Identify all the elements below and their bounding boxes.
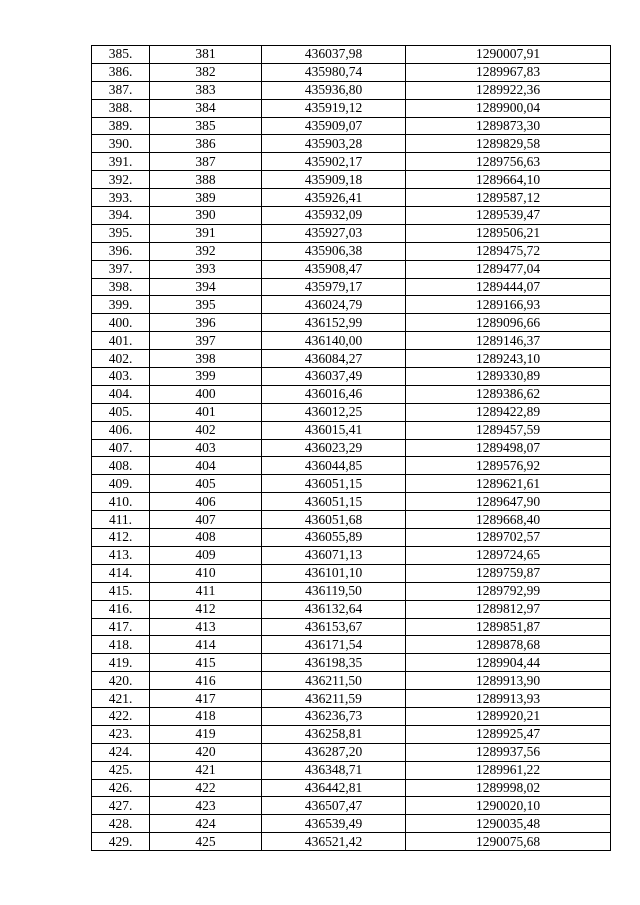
point-number-cell: 421 — [150, 761, 262, 779]
point-number-cell: 417 — [150, 690, 262, 708]
x-coordinate-cell: 435903,28 — [262, 135, 406, 153]
point-number-cell: 394 — [150, 278, 262, 296]
y-coordinate-cell: 1289506,21 — [406, 224, 611, 242]
row-number-cell: 385. — [92, 46, 150, 64]
table-row — [92, 403, 611, 421]
table-row — [92, 189, 611, 207]
point-number-cell: 384 — [150, 99, 262, 117]
table-row — [92, 546, 611, 564]
point-number-cell: 416 — [150, 672, 262, 690]
x-coordinate-cell: 435926,41 — [262, 189, 406, 207]
table-row — [92, 153, 611, 171]
x-coordinate-cell: 435909,07 — [262, 117, 406, 135]
point-number-cell: 415 — [150, 654, 262, 672]
y-coordinate-cell: 1289539,47 — [406, 207, 611, 225]
y-coordinate-cell: 1289386,62 — [406, 385, 611, 403]
point-number-cell: 382 — [150, 63, 262, 81]
row-number-cell: 406. — [92, 421, 150, 439]
y-coordinate-cell: 1290035,48 — [406, 815, 611, 833]
table-row — [92, 600, 611, 618]
x-coordinate-cell: 436521,42 — [262, 833, 406, 851]
y-coordinate-cell: 1289937,56 — [406, 743, 611, 761]
table-row — [92, 385, 611, 403]
table-row — [92, 439, 611, 457]
x-coordinate-cell: 436024,79 — [262, 296, 406, 314]
y-coordinate-cell: 1289096,66 — [406, 314, 611, 332]
row-number-cell: 394. — [92, 207, 150, 225]
point-number-cell: 398 — [150, 350, 262, 368]
y-coordinate-cell: 1289587,12 — [406, 189, 611, 207]
coordinates-table — [91, 45, 611, 851]
row-number-cell: 418. — [92, 636, 150, 654]
row-number-cell: 417. — [92, 618, 150, 636]
coordinates-table-body — [92, 46, 611, 851]
y-coordinate-cell: 1289812,97 — [406, 600, 611, 618]
table-row — [92, 761, 611, 779]
x-coordinate-cell: 435932,09 — [262, 207, 406, 225]
table-row — [92, 421, 611, 439]
table-row — [92, 171, 611, 189]
table-row — [92, 833, 611, 851]
x-coordinate-cell: 436211,59 — [262, 690, 406, 708]
x-coordinate-cell: 436140,00 — [262, 332, 406, 350]
x-coordinate-cell: 436152,99 — [262, 314, 406, 332]
x-coordinate-cell: 436037,98 — [262, 46, 406, 64]
row-number-cell: 429. — [92, 833, 150, 851]
y-coordinate-cell: 1290075,68 — [406, 833, 611, 851]
x-coordinate-cell: 435909,18 — [262, 171, 406, 189]
row-number-cell: 389. — [92, 117, 150, 135]
point-number-cell: 413 — [150, 618, 262, 636]
table-row — [92, 564, 611, 582]
table-row — [92, 350, 611, 368]
table-row — [92, 135, 611, 153]
point-number-cell: 389 — [150, 189, 262, 207]
y-coordinate-cell: 1289146,37 — [406, 332, 611, 350]
row-number-cell: 427. — [92, 797, 150, 815]
y-coordinate-cell: 1289664,10 — [406, 171, 611, 189]
row-number-cell: 415. — [92, 582, 150, 600]
point-number-cell: 408 — [150, 529, 262, 547]
row-number-cell: 400. — [92, 314, 150, 332]
table-row — [92, 672, 611, 690]
table-row — [92, 475, 611, 493]
x-coordinate-cell: 435919,12 — [262, 99, 406, 117]
y-coordinate-cell: 1289967,83 — [406, 63, 611, 81]
table-row — [92, 582, 611, 600]
row-number-cell: 408. — [92, 457, 150, 475]
row-number-cell: 420. — [92, 672, 150, 690]
y-coordinate-cell: 1289621,61 — [406, 475, 611, 493]
point-number-cell: 419 — [150, 725, 262, 743]
point-number-cell: 385 — [150, 117, 262, 135]
y-coordinate-cell: 1289900,04 — [406, 99, 611, 117]
y-coordinate-cell: 1289477,04 — [406, 260, 611, 278]
table-row — [92, 779, 611, 797]
y-coordinate-cell: 1289961,22 — [406, 761, 611, 779]
y-coordinate-cell: 1289166,93 — [406, 296, 611, 314]
x-coordinate-cell: 436258,81 — [262, 725, 406, 743]
x-coordinate-cell: 436198,35 — [262, 654, 406, 672]
row-number-cell: 387. — [92, 81, 150, 99]
y-coordinate-cell: 1289759,87 — [406, 564, 611, 582]
x-coordinate-cell: 436084,27 — [262, 350, 406, 368]
table-row — [92, 725, 611, 743]
x-coordinate-cell: 436287,20 — [262, 743, 406, 761]
table-row — [92, 636, 611, 654]
y-coordinate-cell: 1289878,68 — [406, 636, 611, 654]
point-number-cell: 420 — [150, 743, 262, 761]
y-coordinate-cell: 1289498,07 — [406, 439, 611, 457]
y-coordinate-cell: 1289576,92 — [406, 457, 611, 475]
y-coordinate-cell: 1290007,91 — [406, 46, 611, 64]
table-row — [92, 815, 611, 833]
x-coordinate-cell: 435908,47 — [262, 260, 406, 278]
row-number-cell: 399. — [92, 296, 150, 314]
x-coordinate-cell: 435902,17 — [262, 153, 406, 171]
x-coordinate-cell: 436153,67 — [262, 618, 406, 636]
table-row — [92, 99, 611, 117]
point-number-cell: 399 — [150, 368, 262, 386]
table-row — [92, 511, 611, 529]
y-coordinate-cell: 1289913,93 — [406, 690, 611, 708]
table-row — [92, 797, 611, 815]
x-coordinate-cell: 436051,68 — [262, 511, 406, 529]
x-coordinate-cell: 436037,49 — [262, 368, 406, 386]
row-number-cell: 407. — [92, 439, 150, 457]
point-number-cell: 402 — [150, 421, 262, 439]
y-coordinate-cell: 1289422,89 — [406, 403, 611, 421]
point-number-cell: 422 — [150, 779, 262, 797]
y-coordinate-cell: 1289998,02 — [406, 779, 611, 797]
table-row — [92, 707, 611, 725]
point-number-cell: 388 — [150, 171, 262, 189]
x-coordinate-cell: 435980,74 — [262, 63, 406, 81]
row-number-cell: 395. — [92, 224, 150, 242]
table-row — [92, 314, 611, 332]
y-coordinate-cell: 1289444,07 — [406, 278, 611, 296]
point-number-cell: 406 — [150, 493, 262, 511]
row-number-cell: 393. — [92, 189, 150, 207]
y-coordinate-cell: 1289829,58 — [406, 135, 611, 153]
x-coordinate-cell: 435936,80 — [262, 81, 406, 99]
point-number-cell: 409 — [150, 546, 262, 564]
y-coordinate-cell: 1289873,30 — [406, 117, 611, 135]
table-row — [92, 296, 611, 314]
point-number-cell: 414 — [150, 636, 262, 654]
row-number-cell: 390. — [92, 135, 150, 153]
point-number-cell: 411 — [150, 582, 262, 600]
x-coordinate-cell: 436348,71 — [262, 761, 406, 779]
y-coordinate-cell: 1289925,47 — [406, 725, 611, 743]
point-number-cell: 387 — [150, 153, 262, 171]
row-number-cell: 397. — [92, 260, 150, 278]
table-row — [92, 46, 611, 64]
point-number-cell: 396 — [150, 314, 262, 332]
x-coordinate-cell: 436023,29 — [262, 439, 406, 457]
table-row — [92, 260, 611, 278]
point-number-cell: 407 — [150, 511, 262, 529]
point-number-cell: 412 — [150, 600, 262, 618]
y-coordinate-cell: 1289922,36 — [406, 81, 611, 99]
row-number-cell: 403. — [92, 368, 150, 386]
row-number-cell: 386. — [92, 63, 150, 81]
y-coordinate-cell: 1289330,89 — [406, 368, 611, 386]
row-number-cell: 424. — [92, 743, 150, 761]
table-row — [92, 743, 611, 761]
x-coordinate-cell: 436055,89 — [262, 529, 406, 547]
point-number-cell: 383 — [150, 81, 262, 99]
y-coordinate-cell: 1289243,10 — [406, 350, 611, 368]
table-row — [92, 529, 611, 547]
y-coordinate-cell: 1289913,90 — [406, 672, 611, 690]
row-number-cell: 391. — [92, 153, 150, 171]
y-coordinate-cell: 1289475,72 — [406, 242, 611, 260]
point-number-cell: 403 — [150, 439, 262, 457]
row-number-cell: 428. — [92, 815, 150, 833]
x-coordinate-cell: 436071,13 — [262, 546, 406, 564]
x-coordinate-cell: 436132,64 — [262, 600, 406, 618]
x-coordinate-cell: 436171,54 — [262, 636, 406, 654]
row-number-cell: 409. — [92, 475, 150, 493]
y-coordinate-cell: 1289756,63 — [406, 153, 611, 171]
row-number-cell: 411. — [92, 511, 150, 529]
row-number-cell: 402. — [92, 350, 150, 368]
x-coordinate-cell: 436211,50 — [262, 672, 406, 690]
point-number-cell: 381 — [150, 46, 262, 64]
table-row — [92, 690, 611, 708]
point-number-cell: 410 — [150, 564, 262, 582]
table-row — [92, 63, 611, 81]
point-number-cell: 391 — [150, 224, 262, 242]
row-number-cell: 414. — [92, 564, 150, 582]
y-coordinate-cell: 1289702,57 — [406, 529, 611, 547]
x-coordinate-cell: 435979,17 — [262, 278, 406, 296]
x-coordinate-cell: 436012,25 — [262, 403, 406, 421]
y-coordinate-cell: 1289668,40 — [406, 511, 611, 529]
row-number-cell: 421. — [92, 690, 150, 708]
point-number-cell: 392 — [150, 242, 262, 260]
point-number-cell: 390 — [150, 207, 262, 225]
x-coordinate-cell: 436015,41 — [262, 421, 406, 439]
point-number-cell: 404 — [150, 457, 262, 475]
y-coordinate-cell: 1289457,59 — [406, 421, 611, 439]
row-number-cell: 413. — [92, 546, 150, 564]
row-number-cell: 412. — [92, 529, 150, 547]
row-number-cell: 423. — [92, 725, 150, 743]
table-row — [92, 81, 611, 99]
x-coordinate-cell: 436101,10 — [262, 564, 406, 582]
x-coordinate-cell: 436507,47 — [262, 797, 406, 815]
row-number-cell: 401. — [92, 332, 150, 350]
table-row — [92, 654, 611, 672]
row-number-cell: 392. — [92, 171, 150, 189]
table-row — [92, 493, 611, 511]
row-number-cell: 425. — [92, 761, 150, 779]
point-number-cell: 397 — [150, 332, 262, 350]
y-coordinate-cell: 1289920,21 — [406, 707, 611, 725]
row-number-cell: 404. — [92, 385, 150, 403]
x-coordinate-cell: 436051,15 — [262, 493, 406, 511]
x-coordinate-cell: 436539,49 — [262, 815, 406, 833]
table-row — [92, 207, 611, 225]
row-number-cell: 422. — [92, 707, 150, 725]
row-number-cell: 398. — [92, 278, 150, 296]
table-row — [92, 242, 611, 260]
table-row — [92, 224, 611, 242]
row-number-cell: 405. — [92, 403, 150, 421]
y-coordinate-cell: 1289647,90 — [406, 493, 611, 511]
table-row — [92, 457, 611, 475]
point-number-cell: 424 — [150, 815, 262, 833]
row-number-cell: 388. — [92, 99, 150, 117]
point-number-cell: 425 — [150, 833, 262, 851]
y-coordinate-cell: 1289851,87 — [406, 618, 611, 636]
x-coordinate-cell: 435927,03 — [262, 224, 406, 242]
table-row — [92, 332, 611, 350]
y-coordinate-cell: 1290020,10 — [406, 797, 611, 815]
x-coordinate-cell: 436051,15 — [262, 475, 406, 493]
y-coordinate-cell: 1289904,44 — [406, 654, 611, 672]
point-number-cell: 401 — [150, 403, 262, 421]
y-coordinate-cell: 1289792,99 — [406, 582, 611, 600]
row-number-cell: 419. — [92, 654, 150, 672]
x-coordinate-cell: 436016,46 — [262, 385, 406, 403]
row-number-cell: 426. — [92, 779, 150, 797]
table-row — [92, 278, 611, 296]
point-number-cell: 393 — [150, 260, 262, 278]
x-coordinate-cell: 436442,81 — [262, 779, 406, 797]
row-number-cell: 410. — [92, 493, 150, 511]
x-coordinate-cell: 435906,38 — [262, 242, 406, 260]
point-number-cell: 395 — [150, 296, 262, 314]
row-number-cell: 416. — [92, 600, 150, 618]
point-number-cell: 400 — [150, 385, 262, 403]
row-number-cell: 396. — [92, 242, 150, 260]
x-coordinate-cell: 436044,85 — [262, 457, 406, 475]
table-row — [92, 618, 611, 636]
point-number-cell: 423 — [150, 797, 262, 815]
table-row — [92, 117, 611, 135]
point-number-cell: 405 — [150, 475, 262, 493]
table-row — [92, 368, 611, 386]
x-coordinate-cell: 436236,73 — [262, 707, 406, 725]
y-coordinate-cell: 1289724,65 — [406, 546, 611, 564]
point-number-cell: 418 — [150, 707, 262, 725]
x-coordinate-cell: 436119,50 — [262, 582, 406, 600]
point-number-cell: 386 — [150, 135, 262, 153]
